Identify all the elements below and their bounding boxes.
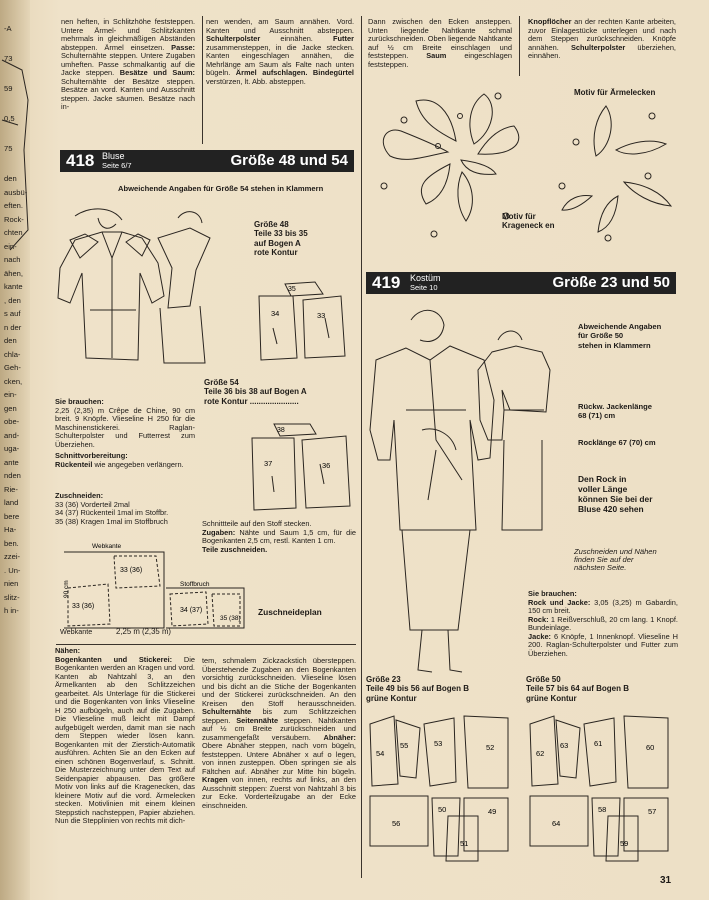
pattern-419-header	[366, 272, 676, 294]
piece-label-60: 60	[646, 743, 655, 752]
pattern-page: Seite 10	[410, 283, 438, 292]
margin-fragment: n der	[4, 322, 22, 332]
pattern-size: Größe 48 und 54	[230, 152, 348, 169]
margin-fragment: ausbü-	[4, 187, 28, 197]
margin-fragment: nien	[4, 579, 19, 588]
piece-label-54: 54	[376, 749, 385, 758]
margin-fragment: Rock-	[4, 214, 24, 224]
margin-fragment: Geh-	[4, 363, 21, 372]
section-rule	[56, 644, 356, 645]
piece-label-51: 51	[460, 839, 469, 848]
418-preparation: Schnittvorbereitung: Rückenteil wie angegeben verlängern.	[55, 451, 184, 469]
motif-collar-label: Motiv für Krageneck en	[502, 212, 555, 231]
skirt-note: Den Rock in voller Länge können Sie bei der Bluse 420 sehen	[578, 474, 653, 514]
continued-note: Zuschneiden und Nähen finden Sie auf der nächsten Seite.	[574, 547, 657, 573]
margin-fragment: eften.	[4, 201, 23, 210]
piece-label-64: 64	[552, 819, 561, 828]
pattern-418-header	[60, 150, 354, 172]
piece-label-37: 37	[264, 459, 273, 468]
margin-fragment: chla-	[4, 349, 21, 359]
margin-fragment: Rie-	[4, 484, 18, 494]
piece-label-62: 62	[536, 749, 545, 758]
418-cutting-notes: Schnittteile auf den Stoff stecken. Zugaben: Nähte und Saum 1,5 cm, für die Bogenkanten 2,5 cm, restl. Kanten 1 cm. Teile zuschneiden.	[202, 519, 356, 554]
piece-label-36: 36	[322, 461, 331, 470]
piece-label-53: 53	[434, 739, 443, 748]
piece-label-58: 58	[598, 805, 607, 814]
pattern-page: Seite 6/7	[102, 161, 132, 170]
blouse-illustration	[40, 198, 240, 398]
margin-fragment: ähen,	[4, 268, 24, 278]
page-number: 31	[660, 875, 672, 886]
piece-label-33: 33	[317, 311, 326, 320]
margin-fragment: nach	[4, 255, 21, 264]
piece-label-38: 38	[277, 427, 285, 434]
pattern-number: 418	[66, 151, 95, 170]
text-col-3: Dann zwischen den Ecken ansteppen. Unten liegende Nahtkante schmal zurückschneiden. Oben liegende Nahtkante auf ½ cm Breite einschlagen und feststeppen. Saum eingeschlagen feststeppen.	[368, 17, 512, 69]
piece-label-55: 55	[400, 741, 409, 750]
margin-fragment: cken,	[4, 376, 23, 386]
margin-fragment: ein-	[4, 390, 17, 399]
margin-fragment: ante	[4, 457, 19, 467]
margin-fragment: 73	[4, 54, 13, 63]
margin-fragment: Ha-	[4, 525, 17, 534]
pattern-pieces-54	[250, 420, 360, 520]
text-col-1: nen heften, in Schlitzhöhe feststeppen. Untere Ärmel- und Schlitzkanten mehrmals in gleichmäßigen Abständen absteppen. Ärmel einsetzen. Passe: Schulternähte steppen. Untere Zugaben umheften. Passe schmalkantig auf die Jacke steppen. Besätze und Saum: Schulternähte der Besätze steppen. Besätze an vord. Kanten und Ausschnitt steppen. Jacke säumen. Besätze nach in-	[61, 17, 196, 111]
margin-fragment: ben.	[4, 538, 19, 548]
selvage-label-bottom: Webkante	[60, 627, 93, 636]
margin-fragment: 59	[4, 84, 13, 93]
pattern-pieces-48	[255, 278, 355, 368]
sewing-instructions-col2: tem, schmalem Zickzackstich übersteppen. Überstehende Zugaben an den Bogenkanten vorsichtig zurückschneiden. Vlieseline lösen und bis dicht an die Stiche der Bogenkanten und der Stickerei zurückschneiden. An den Kreisen den Stoff herausschneiden. Schulternähte bis zum Schlitzzeichen steppen. Seitennähte steppen. Nahtkanten auf ½ cm Breite zurückschneiden und zusammengefaßt versäubern. Abnäher: Obere Abnäher steppen, nach vorn bügeln, feststeppen. Untere Abnäher x auf o legen, von innen zusteppen. Oben springen sie als Fältchen auf. Abnäher zur Mitte hin bügeln. Kragen von innen, rechts auf links, an den Ausschnitt steppen: Zuerst von Nahtzahl 3 bis zur Ecke. Vorderteilzugabe an der Ecke einschneiden.	[202, 656, 357, 810]
margin-fragment: h in-	[4, 606, 19, 615]
pattern-number: 419	[372, 273, 401, 292]
margin-fragment: s auf	[4, 309, 21, 318]
layout-piece-33: 33 (36)	[120, 567, 143, 574]
text-col-2: nen wenden, am Saum annähen. Vord. Kanten und Ausschnitt absteppen. Schulterpolster einnähen. Futter zusammensteppen, in die Jacke stecken. Kanten eingeschlagen annähen, die Mehrlänge am Saum als Falte nach unten bügeln. Ärmel aufschlagen. Bindegürtel verstürzen, lt. Abb. absteppen.	[206, 17, 354, 86]
margin-fragment: nden	[4, 471, 21, 480]
text-col-4: Knopflöcher an der rechten Kante arbeiten, zuvor Einlagestücke unterlegen und nach dem Steppen zurückschneiden. Knöpfe annähen. Schulterpolster überziehen, einnähen.	[528, 17, 676, 60]
pattern-name: Kostüm	[410, 273, 441, 283]
piece-label-59: 59	[620, 839, 629, 848]
margin-fragment: bere	[4, 511, 20, 521]
margin-fragment: kante	[4, 282, 23, 291]
418-cutting: Zuschneiden: 33 (36) Vorderteil 2mal 34 (37) Rückenteil 1mal im Stoffbr. 35 (38) Kragen 1mal im Stoffbruch	[55, 491, 169, 526]
418-size-54-block: Größe 54 Teile 36 bis 38 auf Bogen A rote Kontur ......................	[204, 378, 307, 406]
419-materials: Sie brauchen: Rock und Jacke: 3,05 (3,25) m Gabardin, 150 cm breit. Rock: 1 Reißverschluß, 20 cm lang. 1 Knopf. Bundeinlage. Jacke: 6 Knöpfe, 1 Innenknopf. Vlieseline H 200. Raglan-Schulterpolster und Futter zum Überziehen.	[528, 589, 678, 658]
margin-fragment: den	[4, 336, 17, 345]
layout-piece-35: 35 (38)	[220, 615, 241, 622]
pattern-name: Bluse	[102, 151, 125, 161]
pattern-pieces-23	[368, 706, 518, 866]
cutting-plan-title: Zuschneideplan	[258, 607, 322, 617]
motif-sleeve-label: Motiv für Ärmelecken	[574, 88, 656, 97]
selvage-label: Webkante	[92, 543, 122, 550]
piece-label-56: 56	[392, 819, 401, 828]
piece-label-50: 50	[438, 805, 447, 814]
cutting-layout-diagram	[56, 542, 256, 632]
419-size-23-block: Größe 23 Teile 49 bis 56 auf Bogen B grüne Kontur	[366, 675, 469, 703]
margin-fragment: 75	[4, 144, 13, 153]
margin-pattern-sketch	[0, 40, 30, 260]
piece-label-63: 63	[560, 741, 569, 750]
margin-fragment: land	[4, 498, 19, 507]
column-rule	[202, 16, 203, 144]
margin-fragment: den	[4, 174, 17, 183]
418-materials: Sie brauchen: 2,25 (2,35) m Crêpe de Chine, 90 cm breit. 9 Knöpfe. Vlieseline H 250 für die Maschinenstickerei. Raglan-Schulterpolster und Futterrest zum Überziehen.	[55, 397, 195, 449]
piece-label-35: 35	[288, 286, 296, 293]
419-size-note: Abweichende Angaben für Größe 50 stehen in Klammern	[578, 322, 662, 350]
piece-label-34: 34	[271, 309, 280, 318]
skirt-length: Rocklänge 67 (70) cm	[578, 438, 656, 447]
margin-fragment: zzei-	[4, 552, 21, 561]
piece-label-61: 61	[594, 739, 603, 748]
margin-fragment: . Un-	[4, 565, 21, 575]
margin-fragment: 0,5	[4, 114, 15, 123]
fabric-width-label: 90 cm	[63, 580, 70, 598]
piece-label-49: 49	[488, 807, 497, 816]
margin-fragment: obe-	[4, 417, 20, 426]
margin-fragment: uga-	[4, 444, 20, 453]
pattern-size: Größe 23 und 50	[552, 274, 670, 291]
margin-fragment: gen	[4, 403, 17, 413]
jacket-length: Rückw. Jackenlänge 68 (71) cm	[578, 402, 653, 421]
fabric-length-label: 2,25 m (2,35 m)	[116, 627, 172, 636]
fold-label: Stoffbruch	[180, 581, 210, 588]
layout-piece-33b: 33 (36)	[72, 603, 95, 610]
layout-piece-34: 34 (37)	[180, 607, 203, 614]
margin-fragment: ein-	[4, 241, 17, 251]
column-rule	[519, 16, 520, 76]
margin-fragment: and-	[4, 430, 20, 440]
margin-fragment: -A	[4, 24, 12, 33]
418-size-48-block: Größe 48 Teile 33 bis 35 auf Bogen A rote Kontur	[254, 220, 308, 258]
piece-label-57: 57	[648, 807, 657, 816]
margin-fragment: chten	[4, 228, 23, 237]
margin-fragment: , den	[4, 295, 21, 305]
pattern-pieces-50	[528, 706, 678, 866]
419-size-50-block: Größe 50 Teile 57 bis 64 auf Bogen B grüne Kontur	[526, 675, 629, 703]
sewing-instructions-col1: Nähen: Bogenkanten und Stickerei: Die Bogenkanten werden an Kragen und vord. Kanten ab Nahtzahl 3, an den Ärmelkanten ab den Schlitzzeichen gearbeitet. Als Unterlage für die Stickerei und die Bogenkanten von links Vlieseline H 250 aufbügeln, auch auf die Zugaben. Die Vlieseline muß leicht mit Dampf aufgebügelt werden, damit man sie nach dem Steppen wieder lösen kann. Bogenkanten mit der Zierstich-Automatik ausführen. Achten Sie an den Ecken auf einen schönen Bogenverlauf, s. Schnitt. Die Musterzeichnung unter dem Text auf Seidenpapier abpausen. Das größere Motiv von links auf die Kragenecken, das kleinere Motiv auf die vord. Ärmelecken stecken. Motivlinien mit einem kleinen Steppstich nachsteppen, Papier abziehen. Nun die Stepplinien von rechts mit dich-	[55, 646, 195, 825]
piece-label-52: 52	[486, 743, 495, 752]
margin-fragment: slitz-	[4, 592, 20, 602]
center-rule	[361, 16, 362, 878]
418-size-note: Abweichende Angaben für Größe 54 stehen in Klammern	[118, 184, 324, 193]
